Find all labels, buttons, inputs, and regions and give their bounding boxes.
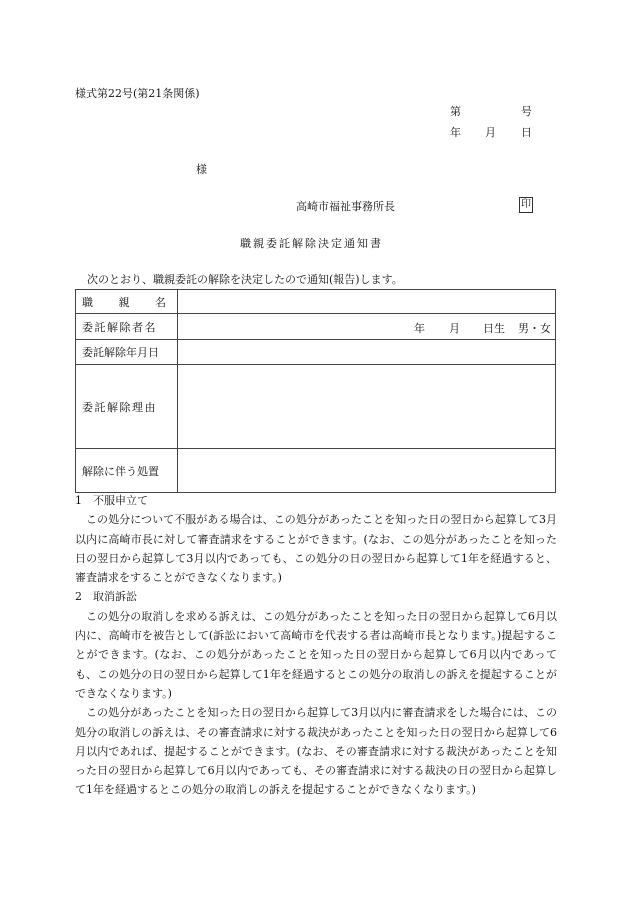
field-measures bbox=[178, 449, 556, 493]
section-heading: 2 取消訴訟 bbox=[75, 590, 137, 604]
seal-mark: 印 bbox=[519, 197, 533, 213]
row-label-termination-date: 委託解除年月日 bbox=[76, 340, 178, 365]
recipient-honorific: 様 bbox=[196, 163, 207, 176]
intro-text: 次のとおり、職親委託の解除を決定したので通知(報告)します。 bbox=[87, 273, 403, 286]
date-month: 月 bbox=[485, 126, 496, 139]
table-row bbox=[76, 449, 556, 493]
section-text: この処分の取消しを求める訴えは、この処分があったことを知った日の翌日から起算して6月以内に、高崎市を被告として(訴訟において高崎市を代表する者は高崎市長となります。)提起することができます。(なお、この処分があったことを知った日の翌日から起算して6月以内であっても、この処分の日の翌日から起算して1年を経過するとこの処分の取消しの訴えを提起することができなくなります。) bbox=[75, 609, 557, 700]
date-year: 年 bbox=[450, 126, 461, 139]
sender-name: 高崎市福祉事務所長 bbox=[296, 200, 395, 213]
table-row bbox=[76, 290, 556, 314]
form-table bbox=[75, 289, 556, 493]
section-text: この処分があったことを知った日の翌日から起算して3月以内に審査請求をした場合には、この処分の取消しの訴えは、その審査請求に対する裁決があったことを知った日の翌日から起算して6月以内であれば、提起することができます。(なお、その審査請求に対する裁決があったことを知った日の翌日から起算して6月以内であっても、その審査請求に対する裁決の日の翌日から起算して1年を経過するとこの処分の取消しの訴えを提起することができなくなります。) bbox=[75, 706, 557, 797]
section-text: この処分について不服がある場合は、この処分があったことを知った日の翌日から起算して3月以内に高崎市長に対して審査請求をすることができます。(なお、この処分があったことを知った日の翌日から起算して3月以内であっても、この処分の日の翌日から起算して1年を経過すると、審査請求をすることができなくなります。) bbox=[75, 513, 557, 585]
form-number: 様式第22号(第21条関係) bbox=[75, 87, 200, 100]
field-client bbox=[178, 314, 556, 340]
row-label-foster-parent: 職 親 名 bbox=[76, 290, 178, 314]
row-label-termination-reason: 委託解除理由 bbox=[76, 365, 178, 449]
date-day: 日 bbox=[521, 126, 532, 139]
document-title: 職親委託解除決定通知書 bbox=[240, 237, 383, 250]
birth-day: 日生 bbox=[483, 322, 505, 335]
field-termination-reason bbox=[178, 365, 556, 449]
table-row bbox=[76, 365, 556, 449]
field-foster-parent-name bbox=[178, 290, 556, 314]
notes-section bbox=[75, 491, 557, 800]
sex-option: 男・女 bbox=[518, 322, 551, 335]
row-label-client: 委託解除者名 bbox=[76, 314, 178, 340]
doc-number-suffix: 号 bbox=[521, 105, 532, 118]
table-row bbox=[76, 340, 556, 365]
doc-number-prefix: 第 bbox=[450, 105, 461, 118]
field-termination-date bbox=[178, 340, 556, 365]
birth-month: 月 bbox=[449, 322, 460, 335]
birth-year: 年 bbox=[414, 322, 425, 335]
table-row bbox=[76, 314, 556, 340]
section-heading: 1 不服申立て bbox=[75, 494, 148, 507]
row-label-measures: 解除に伴う処置 bbox=[76, 449, 178, 493]
